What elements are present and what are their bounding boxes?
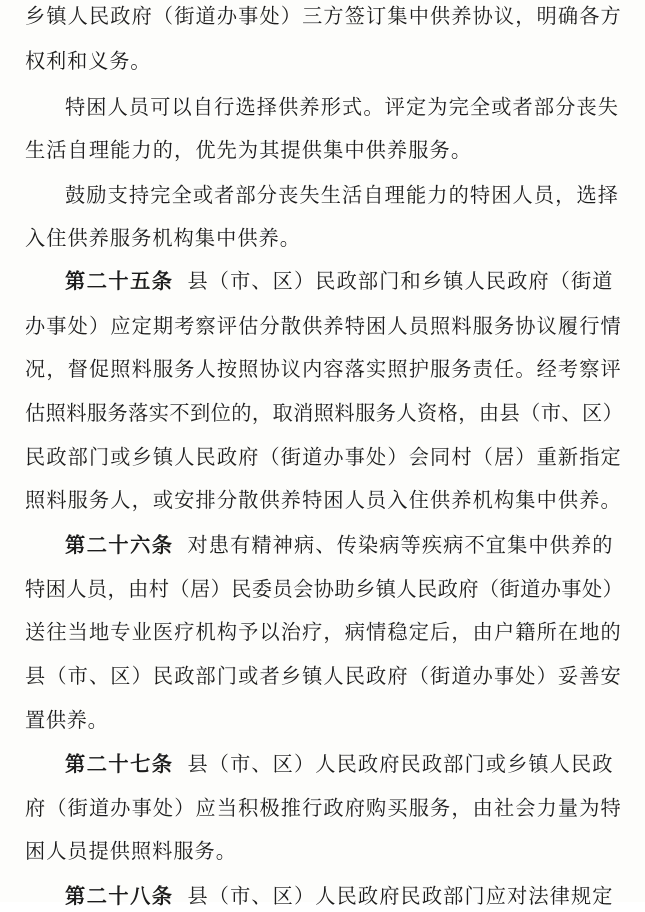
text-line: 权利和义务。 bbox=[25, 49, 152, 73]
text-line: 特困人员可以自行选择供养形式。评定为完全或者部分丧失 bbox=[65, 95, 620, 119]
text-line: 对患有精神病、传染病等疾病不宜集中供养的 bbox=[187, 533, 614, 557]
text-line: 鼓励支持完全或者部分丧失生活自理能力的特困人员，选择 bbox=[65, 183, 620, 207]
article-first-line bbox=[65, 265, 625, 297]
text-line: 送往当地专业医疗机构予以治疗，病情稳定后，由户籍所在地的 bbox=[25, 620, 622, 644]
text-line: 乡镇人民政府（街道办事处）三方签订集中供养协议，明确各方 bbox=[25, 4, 622, 28]
text-line: 估照料服务落实不到位的，取消照料服务人资格，由县（市、区） bbox=[25, 401, 624, 425]
article-title: 第二十五条 bbox=[65, 269, 174, 293]
article-title: 第二十六条 bbox=[65, 533, 174, 557]
article-title: 第二十七条 bbox=[65, 752, 174, 776]
text-line: 入住供养服务机构集中供养。 bbox=[25, 226, 302, 250]
text-line: 生活自理能力的，优先为其提供集中供养服务。 bbox=[25, 138, 473, 162]
text-line: 民政部门或乡镇人民政府（街道办事处）会同村（居）重新指定 bbox=[25, 445, 622, 469]
text-line: 置供养。 bbox=[25, 708, 109, 732]
text-line: 况，督促照料服务人按照协议内容落实照护服务责任。经考察评 bbox=[25, 357, 622, 381]
article-first-line bbox=[65, 880, 625, 912]
text-line: 特困人员，由村（居）民委员会协助乡镇人民政府（街道办事处） bbox=[25, 577, 624, 601]
text-line: 县（市、区）民政部门和乡镇人民政府（街道 bbox=[187, 269, 614, 293]
text-line: 县（市、区）人民政府民政部门或乡镇人民政 bbox=[187, 752, 614, 776]
article-first-line bbox=[65, 529, 625, 561]
article-title: 第二十八条 bbox=[65, 884, 174, 908]
text-line: 困人员提供照料服务。 bbox=[25, 839, 237, 863]
text-line: 县（市、区）民政部门或者乡镇人民政府（街道办事处）妥善安 bbox=[25, 664, 622, 688]
text-line: 府（街道办事处）应当积极推行政府购买服务，由社会力量为特 bbox=[25, 796, 622, 820]
article-first-line bbox=[65, 748, 625, 780]
text-line: 办事处）应定期考察评估分散供养特困人员照料服务协议履行情 bbox=[25, 314, 622, 338]
text-line: 县（市、区）人民政府民政部门应对法律规定 bbox=[187, 884, 614, 908]
text-line: 照料服务人，或安排分散供养特困人员入住供养机构集中供养。 bbox=[25, 488, 622, 512]
